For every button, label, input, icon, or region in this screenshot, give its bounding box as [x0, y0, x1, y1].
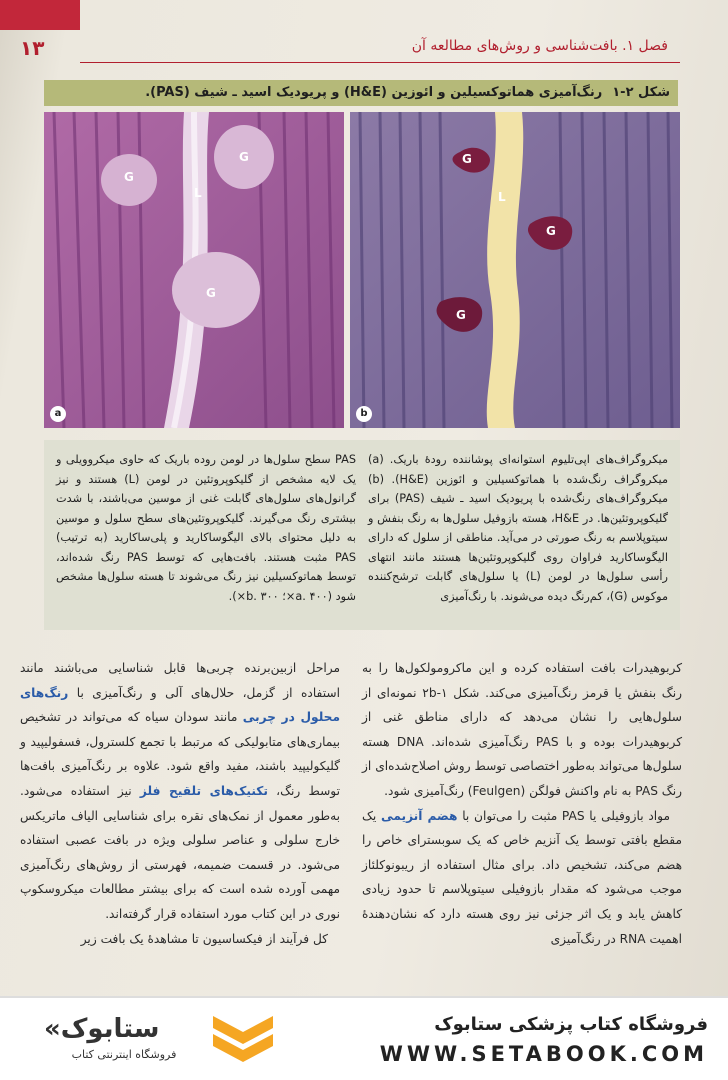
lumen-label: L — [498, 190, 506, 204]
body-column-right — [362, 656, 682, 951]
key-term: تکنیک‌های تلقیح فلز — [139, 783, 268, 798]
micrograph-a-image — [44, 112, 344, 428]
logo-chevron-icon — [208, 1010, 278, 1066]
goblet-cell-label: G — [124, 170, 134, 184]
figure-number: شکل ۲-۱ — [612, 85, 670, 100]
paragraph-text: مراحل ازبین‌برنده چربی‌ها قابل شناسایی می‌باشند مانند استفاده از گزمل، حلال‌های آلی و رنگ‌آمیزی با — [20, 661, 340, 700]
brand-logo-text: «ستابوک — [44, 1014, 160, 1044]
footer-divider — [0, 996, 728, 998]
store-title: فروشگاه کتاب پزشکی ستابوک — [434, 1014, 708, 1035]
caption-column-right: میکروگراف‌های اپی‌تلیوم استوانه‌ای پوشاننده رودۀ باریک. (a) میکروگراف رنگ‌شده با هماتوکسیلین و ائوزین (H&E). (b) میکروگراف‌های رنگ‌شده با پریودیک اسید ـ شیف (PAS) برای گلیکوپروتئین‌ها. در H&E، هسته بازوفیل سلول‌ها به رنگ بنفش و سیتوپلاسم به رنگ صورتی در می‌آید. مناطقی از سلول که دارای الیگوساکارید فراوان روی گلیکوپروتئین‌ها هستند مانند انتهای رأسی سلول‌ها در لومن (L) یا سلول‌های گابلت ترشح‌کننده موکوس (G)، کم‌رنگ دیده می‌شوند. با رنگ‌آمیزی — [368, 453, 668, 603]
figure-title-bar — [44, 80, 678, 106]
paragraph — [20, 656, 340, 927]
body-column-left — [20, 656, 340, 951]
goblet-cell-label: G — [546, 224, 556, 238]
lumen-label: L — [194, 186, 202, 200]
figure-caption — [44, 440, 680, 630]
store-url[interactable]: WWW.SETABOOK.COM — [379, 1042, 708, 1066]
running-head: فصل ۱. بافت‌شناسی و روش‌های مطالعه آن — [411, 38, 668, 54]
goblet-cell-label: G — [456, 308, 466, 322]
panel-letter-a: a — [50, 406, 66, 422]
goblet-cell-label: G — [239, 150, 249, 164]
paragraph-text: مانند سودان سیاه که می‌تواند در تشخیص بیماری‌های متابولیکی که مرتبط با تجمع کلسترول، فسفولیپید و گلیکولیپید باشند، مفید واقع شود. علاوه بر رنگ‌آمیزی بافت‌ها توسط رنگ، — [20, 710, 340, 798]
micrograph-b-image — [350, 112, 680, 428]
paragraph-text: مواد بازوفیلی یا PAS مثبت را می‌توان با — [457, 808, 670, 823]
goblet-cell-label: G — [462, 152, 472, 166]
header-rule — [80, 62, 680, 63]
panel-letter-b: b — [356, 406, 372, 422]
paragraph-text: یک مقطع بافتی توسط یک آنزیم خاص که یک سوبسترای خاص را هضم می‌کند، تشخیص داد. برای مثال استفاده از ریبونوکلئاز موجب می‌شود که مقدار بازوفیلی سیتوپلاسم تا حدود زیادی کاهش یابد و یک اثر جزئی نیز روی هسته دارد که نشان‌دهندۀ اهمیت RNA در رنگ‌آمیزی — [362, 808, 682, 946]
brand-subtitle: فروشگاه اینترنتی کتاب — [71, 1048, 177, 1061]
micrograph-panel-a — [44, 112, 344, 428]
micrograph-panel-b — [350, 112, 680, 428]
key-term: رنگ‌های محلول در چربی — [20, 685, 340, 725]
paragraph: کل فرآیند از فیکساسیون تا مشاهدۀ یک بافت زیر — [80, 931, 328, 946]
paragraph — [362, 804, 682, 952]
paragraph: کربوهیدرات بافت استفاده کرده و این ماکرومولکول‌ها را به رنگ بنفش یا قرمز رنگ‌آمیزی می‌کند. شکل ۲b-۱ نمونه‌ای از سلول‌هایی را نشان می‌دهد که دارای مناطق غنی از کربوهیدرات بوده و با PAS رنگ‌آمیزی شده‌اند. DNA هسته سلول‌ها می‌تواند به‌طور اختصاصی توسط روش اصلاح‌شده‌ای از رنگ PAS به نام واکنش فولگن (Feulgen) رنگ‌آمیزی شود. — [362, 661, 682, 798]
paragraph-text: نیز استفاده می‌شود. به‌طور معمول از نمک‌های نقره برای شناسایی الیاف ماتریکس خارج سلولی و عناصر سلولی ویژه در بافت عصبی استفاده می‌شود. در قسمت ضمیمه، فهرستی از روش‌های رنگ‌آمیزی مهمی آورده شده است که برای بیشتر مطالعات میکروسکوپ نوری در این کتاب مورد استفاده قرار گرفته‌اند. — [20, 783, 340, 921]
goblet-cell-label: G — [206, 286, 216, 300]
page-number: ۱۳ — [20, 36, 45, 60]
figure-title: رنگ‌آمیزی هماتوکسیلین و ائوزین (H&E) و پریودیک اسید ـ شیف (PAS). — [145, 85, 603, 100]
store-footer — [0, 996, 728, 1080]
chapter-color-tab — [0, 0, 80, 30]
caption-column-left: PAS سطح سلول‌ها در لومن روده باریک که حاوی میکروویلی و یک لایه مشخص از گلیکوپروتئین در لومن (L) هستند و نیز گرانول‌های سلول‌های گابلت غنی از موسین می‌باشند، با شدت بیشتری رنگ می‌گیرند. گلیکوپروتئین‌های سطح سلول و موسین به دلیل محتوای بالای الیگوساکارید و پلی‌ساکارید (به ترتیب) PAS مثبت هستند. بافت‌هایی که توسط PAS رنگ شده‌اند، توسط هماتوکسیلین نیز رنگ می‌شوند تا هسته سلول‌ها مشخص شود (a. ۴۰۰×؛ b. ۳۰۰×). — [56, 453, 356, 603]
key-term: هضم آنزیمی — [381, 808, 458, 823]
